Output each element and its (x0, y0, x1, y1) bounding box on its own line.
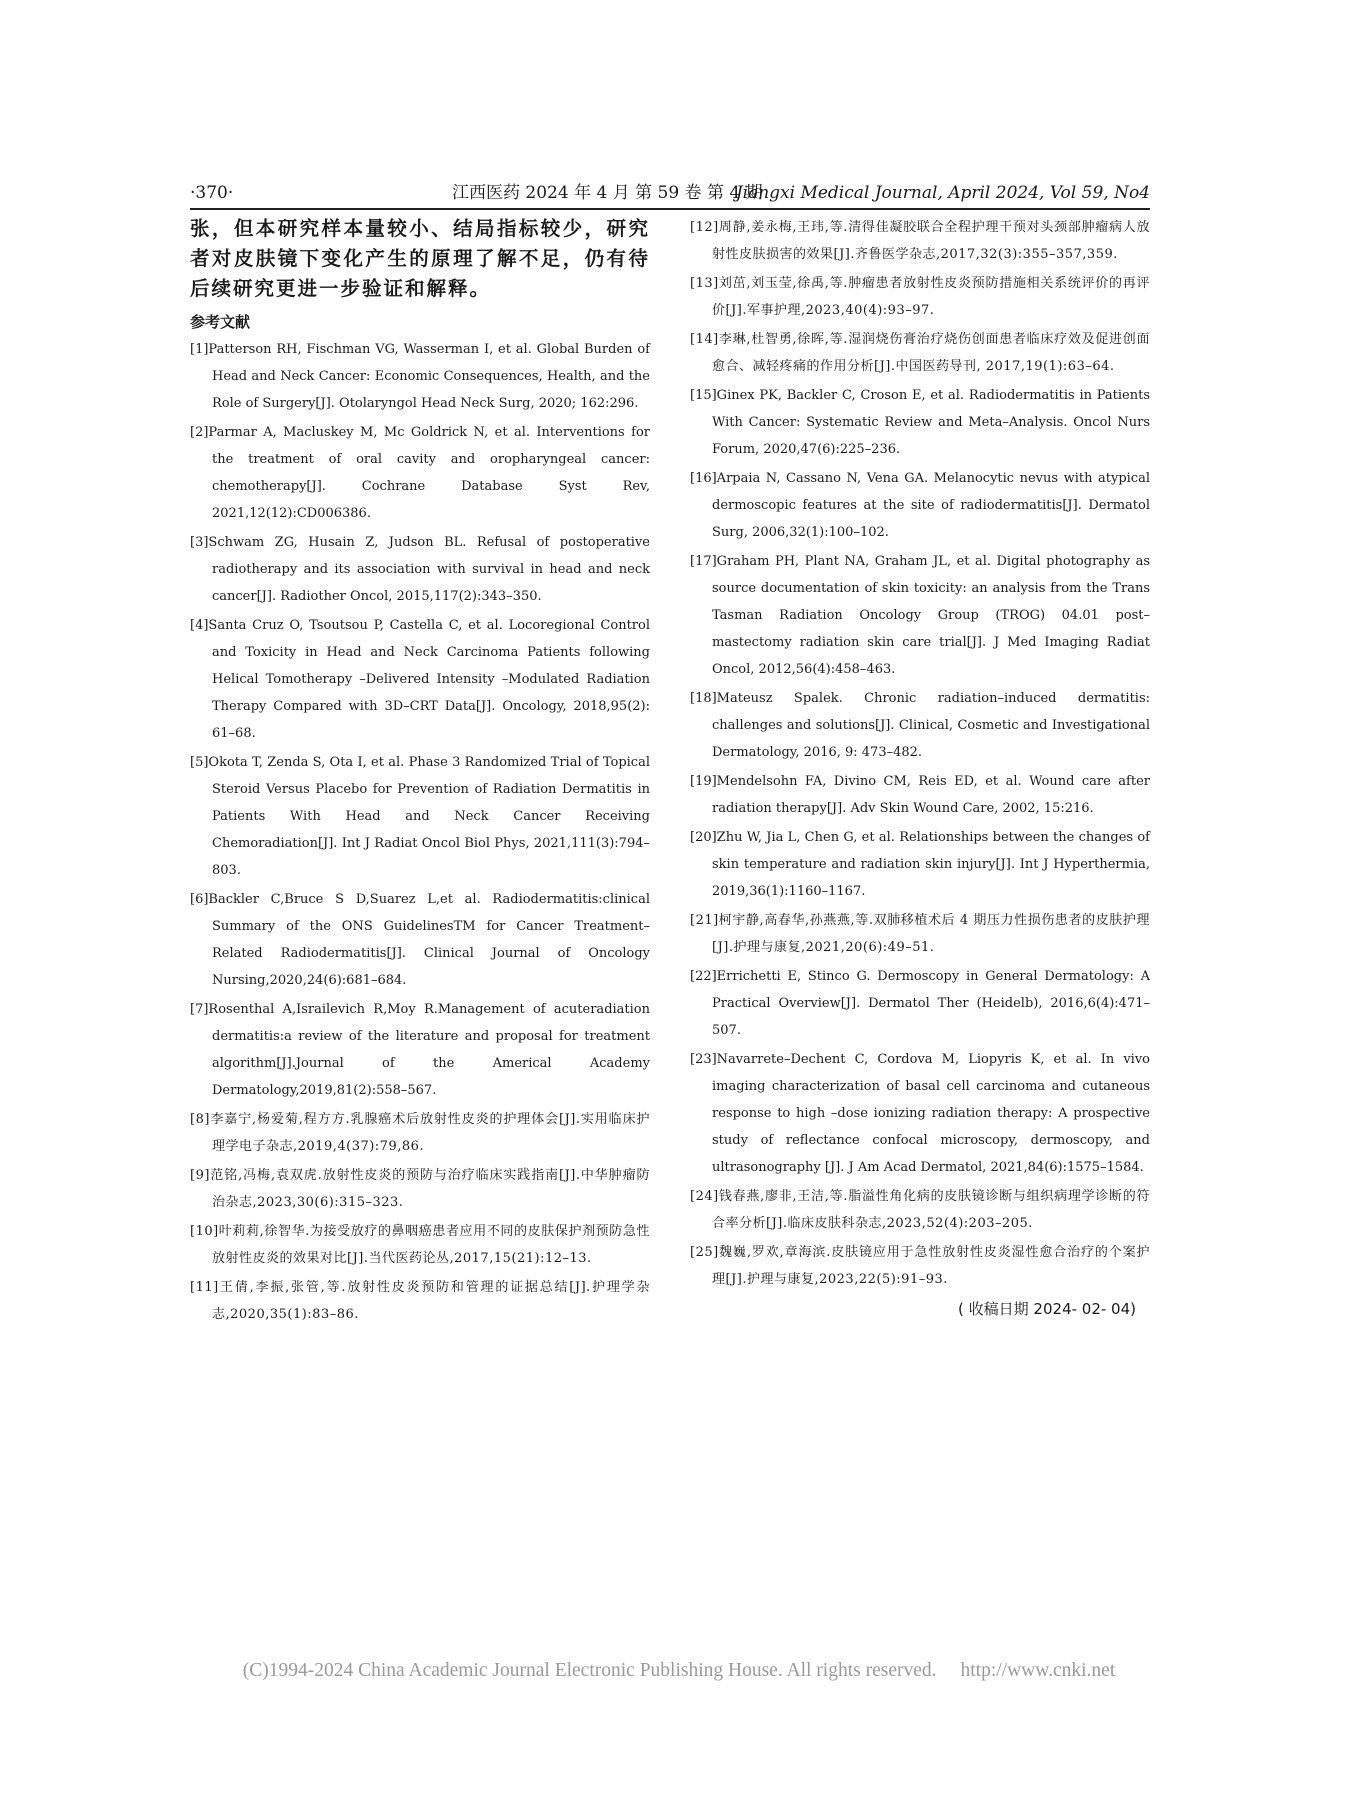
reference-item: [8]李嘉宁,杨爱菊,程方方.乳腺癌术后放射性皮炎的护理体会[J].实用临床护理学电子杂志,2019,4(37):79,86. (190, 1112, 650, 1154)
reference-item: [23]Navarrete–Dechent C, Cordova M, Liopyris K, et al. In vivo imaging characterization of basal cell carcinoma and cutaneous response to high –dose ionizing radiation therapy: A prospective study of reflectance confocal microscopy, dermoscopy, and ultrasonography [J]. J Am Acad Dermatol, 2021,84(6):1575–1584. (690, 1052, 1150, 1175)
reference-item: [5]Okota T, Zenda S, Ota I, et al. Phase 3 Randomized Trial of Topical Steroid Versus Placebo for Prevention of Radiation Dermatitis in Patients With Head and Neck Cancer Receiving Chemoradiation[J]. Int J Radiat Oncol Biol Phys, 2021,111(3):794–803. (190, 755, 650, 878)
journal-title-cn: 江西医药 2024 年 4 月 第 59 卷 第 4 期 (452, 183, 763, 203)
reference-item: [24]钱春燕,廖非,王洁,等.脂溢性角化病的皮肤镜诊断与组织病理学诊断的符合率分析[J].临床皮肤科杂志,2023,52(4):203–205. (690, 1189, 1150, 1231)
page-number: ·370· (190, 183, 234, 203)
copyright-footer (0, 1660, 1358, 1682)
reference-item: [16]Arpaia N, Cassano N, Vena GA. Melanocytic nevus with atypical dermoscopic features at the site of radiodermatitis[J]. Dermatol Surg, 2006,32(1):100–102. (690, 471, 1150, 540)
reference-item: [17]Graham PH, Plant NA, Graham JL, et al. Digital photography as source documentation of skin toxicity: an analysis from the Trans Tasman Radiation Oncology Group (TROG) 04.01 post–mastectomy radiation skin care trial[J]. J Med Imaging Radiat Oncol, 2012,56(4):458–463. (690, 554, 1150, 677)
right-column (690, 214, 1150, 1323)
reference-item: [14]李琳,杜智勇,徐晖,等.湿润烧伤膏治疗烧伤创面患者临床疗效及促进创面愈合、减轻疼痛的作用分析[J].中国医药导刊, 2017,19(1):63–64. (690, 332, 1150, 374)
reference-item: [7]Rosenthal A,Israilevich R,Moy R.Management of acuteradiation dermatitis:a review of the literature and proposal for treatment algorithm[J].Journal of the Americal Academy Dermatology,2019,81(2):558–567. (190, 1002, 650, 1098)
reference-item: [10]叶莉莉,徐智华.为接受放疗的鼻咽癌患者应用不同的皮肤保护剂预防急性放射性皮炎的效果对比[J].当代医药论丛,2017,15(21):12–13. (190, 1224, 650, 1266)
reference-item: [20]Zhu W, Jia L, Chen G, et al. Relationships between the changes of skin temperature and radiation skin injury[J]. Int J Hyperthermia, 2019,36(1):1160–1167. (690, 830, 1150, 899)
copyright-text: (C)1994-2024 China Academic Journal Electronic Publishing House. All rights reserved. (242, 1660, 937, 1681)
body-paragraph: 张，但本研究样本量较小、结局指标较少，研究者对皮肤镜下变化产生的原理了解不足，仍有待后续研究更进一步验证和解释。 (190, 217, 650, 300)
journal-title-en: Jiangxi Medical Journal, April 2024, Vol 59, No4 (735, 183, 1150, 203)
reference-item: [1]Patterson RH, Fischman VG, Wasserman I, et al. Global Burden of Head and Neck Cancer: Economic Consequences, Health, and the Role of Surgery[J]. Otolaryngol Head Neck Surg, 2020; 162:296. (190, 342, 650, 411)
left-column (190, 214, 650, 1330)
reference-list-right (690, 214, 1150, 1293)
reference-item: [2]Parmar A, Macluskey M, Mc Goldrick N, et al. Interventions for the treatment of oral cavity and oropharyngeal cancer: chemotherapy[J]. Cochrane Database Syst Rev, 2021,12(12):CD006386. (190, 425, 650, 521)
received-date: ( 收稿日期 2024- 02- 04) (958, 1300, 1136, 1318)
reference-item: [21]柯宇静,高春华,孙燕燕,等.双肺移植术后 4 期压力性损伤患者的皮肤护理[J].护理与康复,2021,20(6):49–51. (690, 913, 1150, 955)
reference-list-left (190, 336, 650, 1328)
reference-item: [19]Mendelsohn FA, Divino CM, Reis ED, et al. Wound care after radiation therapy[J]. Adv Skin Wound Care, 2002, 15:216. (690, 774, 1150, 816)
reference-item: [11]王倩,李振,张管,等.放射性皮炎预防和管理的证据总结[J].护理学杂志,2020,35(1):83–86. (190, 1280, 650, 1322)
copyright-url: http://www.cnki.net (960, 1660, 1116, 1681)
reference-item: [9]范铭,冯梅,袁双虎.放射性皮炎的预防与治疗临床实践指南[J].中华肿瘤防治杂志,2023,30(6):315–323. (190, 1168, 650, 1210)
reference-item: [22]Errichetti E, Stinco G. Dermoscopy in General Dermatology: A Practical Overview[J]. Dermatol Ther (Heidelb), 2016,6(4):471–507. (690, 969, 1150, 1038)
header-divider (190, 208, 1150, 210)
reference-item: [4]Santa Cruz O, Tsoutsou P, Castella C, et al. Locoregional Control and Toxicity in Head and Neck Carcinoma Patients following Helical Tomotherapy –Delivered Intensity –Modulated Radiation Therapy Compared with 3D–CRT Data[J]. Oncology, 2018,95(2): 61–68. (190, 618, 650, 741)
reference-item: [15]Ginex PK, Backler C, Croson E, et al. Radiodermatitis in Patients With Cancer: Systematic Review and Meta–Analysis. Oncol Nurs Forum, 2020,47(6):225–236. (690, 388, 1150, 457)
reference-item: [13]刘茁,刘玉莹,徐禹,等.肿瘤患者放射性皮炎预防措施相关系统评价的再评价[J].军事护理,2023,40(4):93–97. (690, 276, 1150, 318)
reference-item: [6]Backler C,Bruce S D,Suarez L,et al. Radiodermatitis:clinical Summary of the ONS GuidelinesTM for Cancer Treatment–Related Radiodermatitis[J]. Clinical Journal of Oncology Nursing,2020,24(6):681–684. (190, 892, 650, 988)
reference-item: [18]Mateusz Spalek. Chronic radiation–induced dermatitis: challenges and solutions[J]. Clinical, Cosmetic and Investigational Dermatology, 2016, 9: 473–482. (690, 691, 1150, 760)
reference-item: [12]周静,姜永梅,王玮,等.清得佳凝胶联合全程护理干预对头颈部肿瘤病人放射性皮肤损害的效果[J].齐鲁医学杂志,2017,32(3):355–357,359. (690, 220, 1150, 262)
reference-item: [25]魏巍,罗欢,章海滨.皮肤镜应用于急性放射性皮炎湿性愈合治疗的个案护理[J].护理与康复,2023,22(5):91–93. (690, 1245, 1150, 1287)
reference-item: [3]Schwam ZG, Husain Z, Judson BL. Refusal of postoperative radiotherapy and its association with survival in head and neck cancer[J]. Radiother Oncol, 2015,117(2):343–350. (190, 535, 650, 604)
references-title: 参考文献 (190, 313, 251, 331)
page-header (190, 180, 1150, 206)
